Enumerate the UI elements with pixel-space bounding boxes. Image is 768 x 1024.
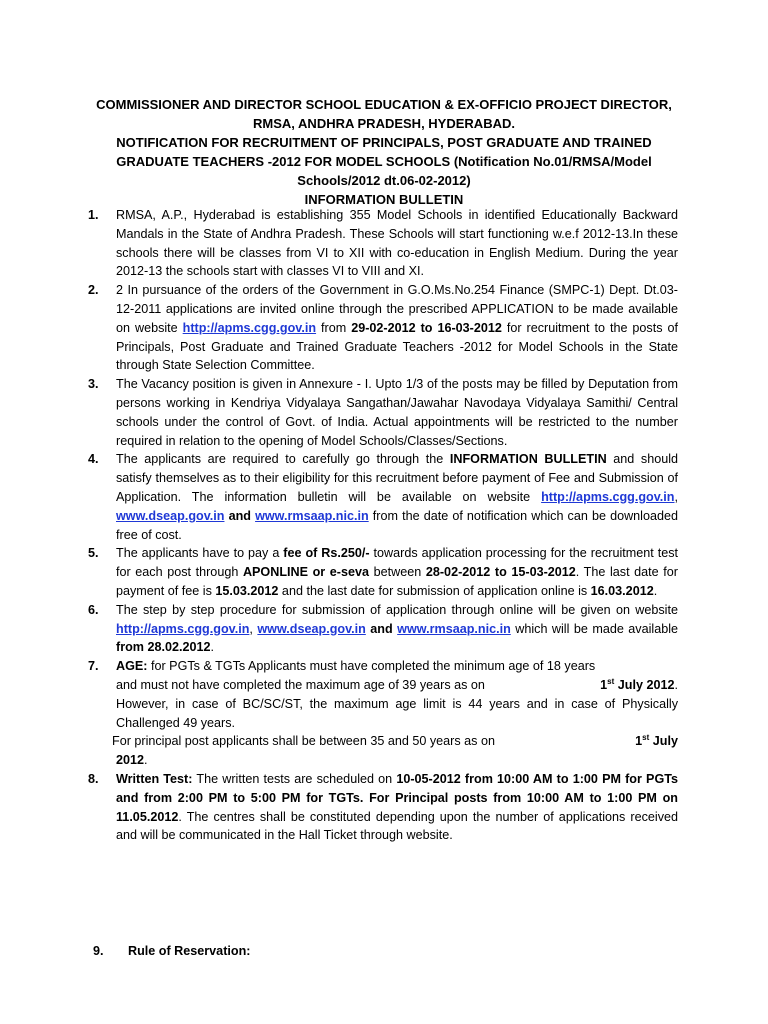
header-line-5: Schools/2012 dt.06-02-2012) <box>297 173 471 188</box>
list-item-1 <box>88 206 678 281</box>
item-number: 9. <box>93 944 104 958</box>
text-run: for recruitment to the posts of Principals, Post Graduate and Trained Graduate Teachers -2012 for Model Schools in the State through State Selection Committee. <box>116 320 678 373</box>
principal-age-year <box>116 751 678 770</box>
text-run: for PGTs & TGTs Applicants must have completed the minimum age of 18 years <box>147 659 596 674</box>
item-text <box>116 281 678 375</box>
age-line-2 <box>116 676 678 695</box>
item-text <box>116 544 678 600</box>
text-run: The written tests are scheduled on <box>192 771 397 786</box>
text-run: . The last date for payment of fee is <box>116 565 678 598</box>
text-run: July <box>649 734 678 749</box>
header-line-2: RMSA, ANDHRA PRADESH, HYDERABAD. <box>253 116 515 131</box>
rmsaap-link[interactable]: www.rmsaap.nic.in <box>255 508 369 523</box>
header-line-1: COMMISSIONER AND DIRECTOR SCHOOL EDUCATION & EX-OFFICIO PROJECT DIRECTOR, <box>96 97 672 112</box>
text-run: and the last date for submission of application online is <box>278 583 591 598</box>
item-number: 8. <box>88 771 99 786</box>
text-run: , <box>674 489 678 504</box>
apms-link[interactable]: http://apms.cgg.gov.in <box>541 489 675 504</box>
text-run: . <box>144 753 148 768</box>
item-text: RMSA, A.P., Hyderabad is establishing 355 Model Schools in identified Educationally Backward Mandals in the State of Andhra Pradesh. These Schools will start functioning w.e.f 2012-13.In these schools there will be classes from VI to XII with co-education in English Medium. During the year 2012-13 the schools start with classes VI to VIII and XI. <box>116 208 678 279</box>
text-run: which will be made available <box>510 621 679 636</box>
header-line-4: GRADUATE TEACHERS -2012 FOR MODEL SCHOOLS (Notification No.01/RMSA/Model <box>116 154 652 169</box>
text-run: and must not have completed the maximum age of 39 years as on <box>116 677 485 692</box>
item-text <box>116 770 678 845</box>
dseap-link[interactable]: www.dseap.gov.in <box>116 508 225 523</box>
item-number: 4. <box>88 452 99 467</box>
fee-last-date: 15.03.2012 <box>215 583 279 598</box>
item-number: 1. <box>88 208 99 222</box>
text-run: The applicants have to pay a <box>116 546 284 561</box>
dseap-link[interactable]: www.dseap.gov.in <box>257 621 366 636</box>
apms-link[interactable]: http://apms.cgg.gov.in <box>182 320 317 335</box>
text-run: For principal post applicants shall be between 35 and 50 years as on <box>112 734 495 749</box>
text-run: 1 <box>600 677 608 692</box>
numbered-list <box>88 206 678 845</box>
list-item-4 <box>88 450 678 544</box>
text-run: from the date of notification which can be downloaded free of cost. <box>116 508 679 542</box>
item-text <box>112 657 678 770</box>
ordinal-suffix: st <box>607 676 615 686</box>
text-run: and should satisfy themselves as to their eligibility for this recruitment before payment of Fee and Submission of Application. The information bulletin will be available on website <box>116 452 679 504</box>
ordinal-suffix: st <box>642 733 650 743</box>
list-item-5 <box>88 544 678 600</box>
payment-channel: APONLINE or e-seva <box>242 565 370 580</box>
item-number: 7. <box>88 659 99 674</box>
fee-amount: fee of Rs.250/- <box>283 546 370 561</box>
text-run: 2012 <box>116 753 145 768</box>
age-label: AGE: <box>116 659 148 674</box>
submission-last-date: 16.03.2012 <box>590 583 654 598</box>
payment-dates: 28-02-2012 to 15-03-2012 <box>425 565 576 580</box>
text-run: towards application processing for the recruitment test for each post through <box>116 546 678 580</box>
text-run: . <box>674 677 678 692</box>
text-run: July 2012 <box>614 677 675 692</box>
age-relaxation-text: However, in case of BC/SC/ST, the maximum age limit is 44 years and in case of Physically Challenged 49 years. <box>116 696 678 730</box>
list-item-7 <box>88 657 678 770</box>
principal-age-date <box>635 732 678 751</box>
text-run: . The centres shall be constituted depending upon the number of applications received and will be communicated in the Hall Ticket through website. <box>116 809 678 843</box>
rule-of-reservation-heading <box>93 944 250 958</box>
text-run: between <box>369 565 426 580</box>
text-run: , <box>249 621 258 636</box>
list-item-6 <box>88 601 678 657</box>
list-item-3 <box>88 375 678 450</box>
text-run: . <box>653 583 658 598</box>
item-number: 2. <box>88 283 99 298</box>
text-run: 2 In pursuance of the orders of the Government in G.O.Ms.No.254 Finance (SMPC-1) Dept. Dt.03-12-2011 applications are invited online through the prescribed APPLICATION to be made available on website <box>116 283 678 335</box>
item-number: 3. <box>88 377 99 392</box>
text-run: 1 <box>635 734 643 749</box>
item-text <box>116 450 678 544</box>
text-run: The applicants are required to carefully go through the <box>116 452 450 467</box>
item-text <box>116 601 678 657</box>
text-run: The step by step procedure for submission of application through online will be given on website <box>116 602 678 617</box>
list-item-8 <box>88 770 678 845</box>
text-run: and <box>365 621 398 636</box>
document-header <box>80 95 688 209</box>
section-title: Rule of Reservation: <box>128 944 251 958</box>
principal-age-line <box>112 732 678 751</box>
apms-link[interactable]: http://apms.cgg.gov.in <box>116 621 250 636</box>
bulletin-label: INFORMATION BULLETIN <box>449 452 607 467</box>
written-test-label: Written Test: <box>116 771 193 786</box>
item-text: The Vacancy position is given in Annexure - I. Upto 1/3 of the posts may be filled by Deputation from persons working in Kendriya Vidyalaya Sangathan/Jawahar Navodaya Vidyalaya Samithi/ Central schools under the control of Govt. of India. Actual appointments will be restricted to the number required in relation to the opening of Model Schools/Classes/Sections. <box>116 377 678 448</box>
text-run: from <box>316 320 352 335</box>
list-item-2 <box>88 281 678 375</box>
text-run: . <box>210 640 215 655</box>
text-run: and <box>224 508 256 523</box>
item-number: 5. <box>88 546 99 561</box>
header-line-3: NOTIFICATION FOR RECRUITMENT OF PRINCIPALS, POST GRADUATE AND TRAINED <box>116 135 652 150</box>
rmsaap-link[interactable]: www.rmsaap.nic.in <box>397 621 511 636</box>
test-schedule: 10-05-2012 from 10:00 AM to 1:00 PM for PGTs and from 2:00 PM to 5:00 PM for TGTs. For Principal posts from 10:00 AM to 1:00 PM on 11.05.2012 <box>116 771 679 824</box>
application-dates: 29-02-2012 to 16-03-2012 <box>351 320 502 335</box>
available-from-date: from 28.02.2012 <box>116 640 211 655</box>
age-date <box>600 676 678 695</box>
header-line-6: INFORMATION BULLETIN <box>304 192 464 207</box>
age-line-1 <box>116 657 678 676</box>
item-number: 6. <box>88 602 99 617</box>
